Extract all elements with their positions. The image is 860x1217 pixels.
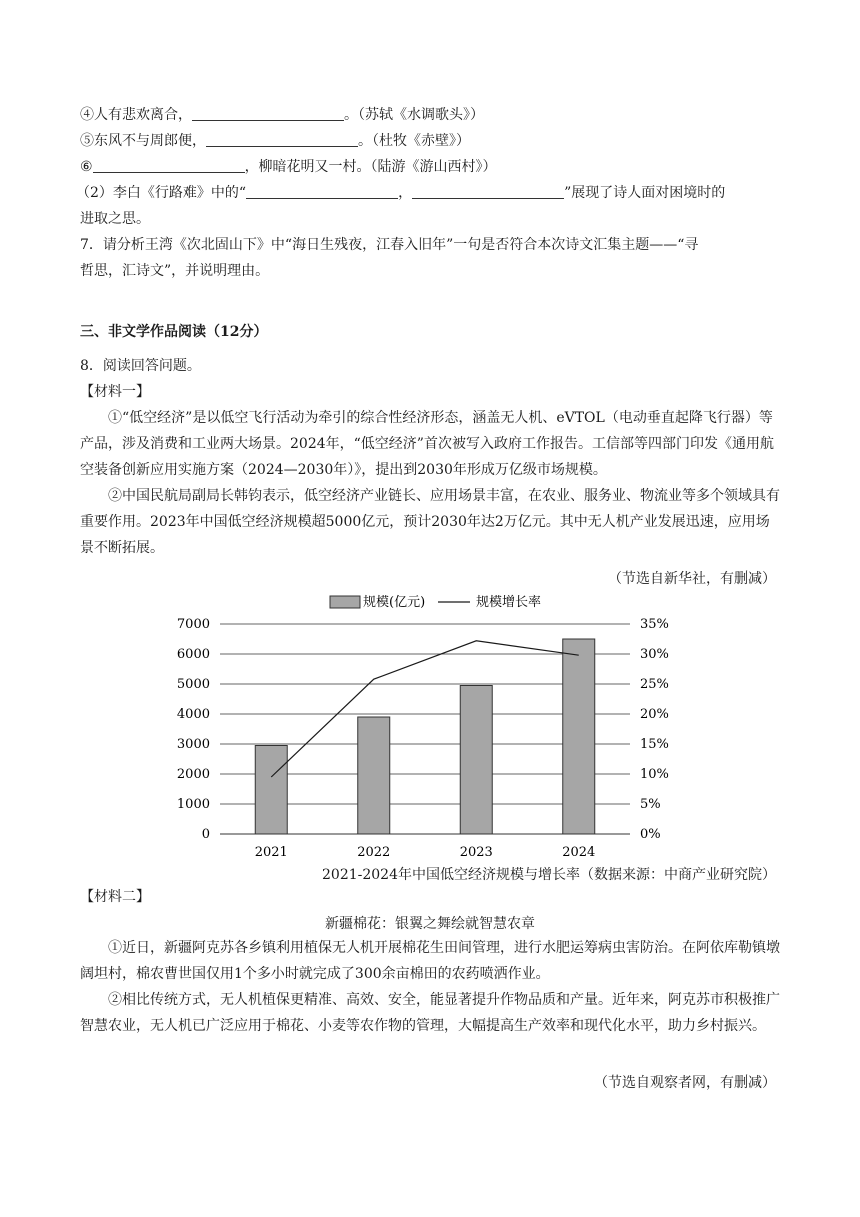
right-axis-tick-label: 15% bbox=[640, 737, 669, 752]
material-2-paragraph-2: ②相比传统方式，无人机植保更精准、高效、安全，能显著提升作物品质和产量。近年来，阿克苏市积极推广智慧农业，无人机已广泛应用于棉花、小麦等农作物的管理，大幅提高生产效率和现代化水平，助力乡村振兴。 bbox=[80, 992, 780, 1034]
material-1-label: 【材料一】 bbox=[80, 384, 150, 400]
poem-line-6-text: ，柳暗花明又一村。（陆游《游山西村》） bbox=[244, 159, 497, 175]
material-2-paragraph-1: ①近日，新疆阿克苏各乡镇利用植保无人机开展棉花生田间管理，进行水肥运筹病虫害防治。在阿依库勒镇墩阔坦村，棉农曹世国仅用1个多小时就完成了300余亩棉田的农药喷洒作业。 bbox=[80, 940, 780, 982]
material-1-paragraph-1: ①“低空经济”是以低空飞行活动为牵引的综合性经济形态，涵盖无人机、eVTOL（电动垂直起降飞行器）等产品，涉及消费和工业两大场景。2024年，“低空经济”首次被写入政府工作报告。工信部等四部门印发《通用航空装备创新应用实施方案（2024—2030年）》，提出到2030年形成万亿级市场规模。 bbox=[80, 410, 774, 478]
answer-blank[interactable] bbox=[412, 198, 564, 199]
x-axis-tick-label: 2023 bbox=[459, 845, 493, 860]
question-7-line-1: 7．请分析王湾《次北固山下》中“海日生残夜，江春入旧年”一句是否符合本次诗文汇集主题——“寻 bbox=[80, 237, 699, 253]
answer-blank[interactable] bbox=[246, 198, 398, 199]
material-1-paragraph-2: ②中国民航局副局长韩钧表示，低空经济产业链长、应用场景丰富，在农业、服务业、物流业等多个领域具有重要作用。2023年中国低空经济规模超5000亿元，预计2030年达2万亿元。其中无人机产业发展迅速，应用场景不断拓展。 bbox=[80, 488, 780, 556]
left-axis-tick-label: 4000 bbox=[176, 707, 210, 722]
question-7-line-2: 哲思，汇诗文”，并说明理由。 bbox=[80, 263, 270, 279]
poem-line-4-text: ④人有悲欢离合， bbox=[80, 107, 192, 123]
question-2-continuation: 进取之思。 bbox=[80, 211, 150, 227]
material-2-source: （节选自观察者网，有删减） bbox=[594, 1075, 776, 1091]
bar-line-chart bbox=[170, 588, 690, 860]
bar bbox=[255, 746, 287, 835]
question-2-suffix: ”展现了诗人面对困境时的 bbox=[564, 185, 726, 201]
chart-legend bbox=[330, 594, 541, 610]
left-axis-tick-label: 5000 bbox=[176, 677, 210, 692]
question-8: 8．阅读回答问题。 bbox=[80, 358, 201, 374]
legend-bar-label: 规模(亿元) bbox=[363, 595, 426, 610]
right-axis-tick-label: 35% bbox=[640, 617, 669, 632]
right-axis-tick-label: 25% bbox=[640, 677, 669, 692]
material-2-title: 新疆棉花：银翼之舞绘就智慧农章 bbox=[325, 916, 535, 932]
poem-line-4-source: 。（苏轼《水调歌头》） bbox=[344, 107, 484, 123]
right-axis-tick-label: 20% bbox=[640, 707, 669, 722]
left-axis-tick-label: 1000 bbox=[176, 797, 210, 812]
right-axis-tick-label: 10% bbox=[640, 767, 669, 782]
bar bbox=[460, 686, 492, 835]
question-2-comma: ， bbox=[398, 185, 413, 201]
question-2-prefix: （2）李白《行路难》中的“ bbox=[76, 185, 247, 201]
right-axis-tick-label: 5% bbox=[640, 797, 661, 812]
bar bbox=[563, 639, 595, 834]
material-2-label: 【材料二】 bbox=[80, 889, 150, 905]
x-axis-tick-label: 2022 bbox=[357, 845, 391, 860]
poem-line-6-marker: ⑥ bbox=[80, 159, 93, 175]
left-axis-tick-label: 7000 bbox=[176, 617, 210, 632]
x-axis-tick-label: 2021 bbox=[254, 845, 288, 860]
material-1-source: （节选自新华社，有删减） bbox=[608, 571, 776, 587]
answer-blank[interactable] bbox=[206, 146, 358, 147]
legend-line-label: 规模增长率 bbox=[476, 595, 542, 610]
poem-line-6 bbox=[80, 158, 497, 176]
answer-blank[interactable] bbox=[93, 172, 245, 173]
left-axis-tick-label: 3000 bbox=[176, 737, 210, 752]
legend-bar-swatch bbox=[330, 596, 360, 608]
right-axis-tick-label: 30% bbox=[640, 647, 669, 662]
left-axis-tick-label: 2000 bbox=[176, 767, 210, 782]
poem-line-5-text: ⑤东风不与周郎便， bbox=[80, 133, 206, 149]
left-axis-tick-label: 6000 bbox=[176, 647, 210, 662]
poem-line-5 bbox=[80, 132, 470, 150]
poem-line-4 bbox=[80, 106, 484, 124]
section-title: 三、非文学作品阅读（12分） bbox=[80, 324, 268, 340]
question-2 bbox=[76, 184, 725, 202]
chart-caption: 2021-2024年中国低空经济规模与增长率（数据来源：中商产业研究院） bbox=[322, 867, 776, 883]
x-axis-tick-label: 2024 bbox=[562, 845, 596, 860]
answer-blank[interactable] bbox=[192, 120, 344, 121]
left-axis-tick-label: 0 bbox=[201, 827, 210, 842]
right-axis-tick-label: 0% bbox=[640, 827, 661, 842]
poem-line-5-source: 。（杜牧《赤壁》） bbox=[358, 133, 470, 149]
growth-rate-line bbox=[271, 641, 579, 777]
bar bbox=[358, 717, 390, 834]
